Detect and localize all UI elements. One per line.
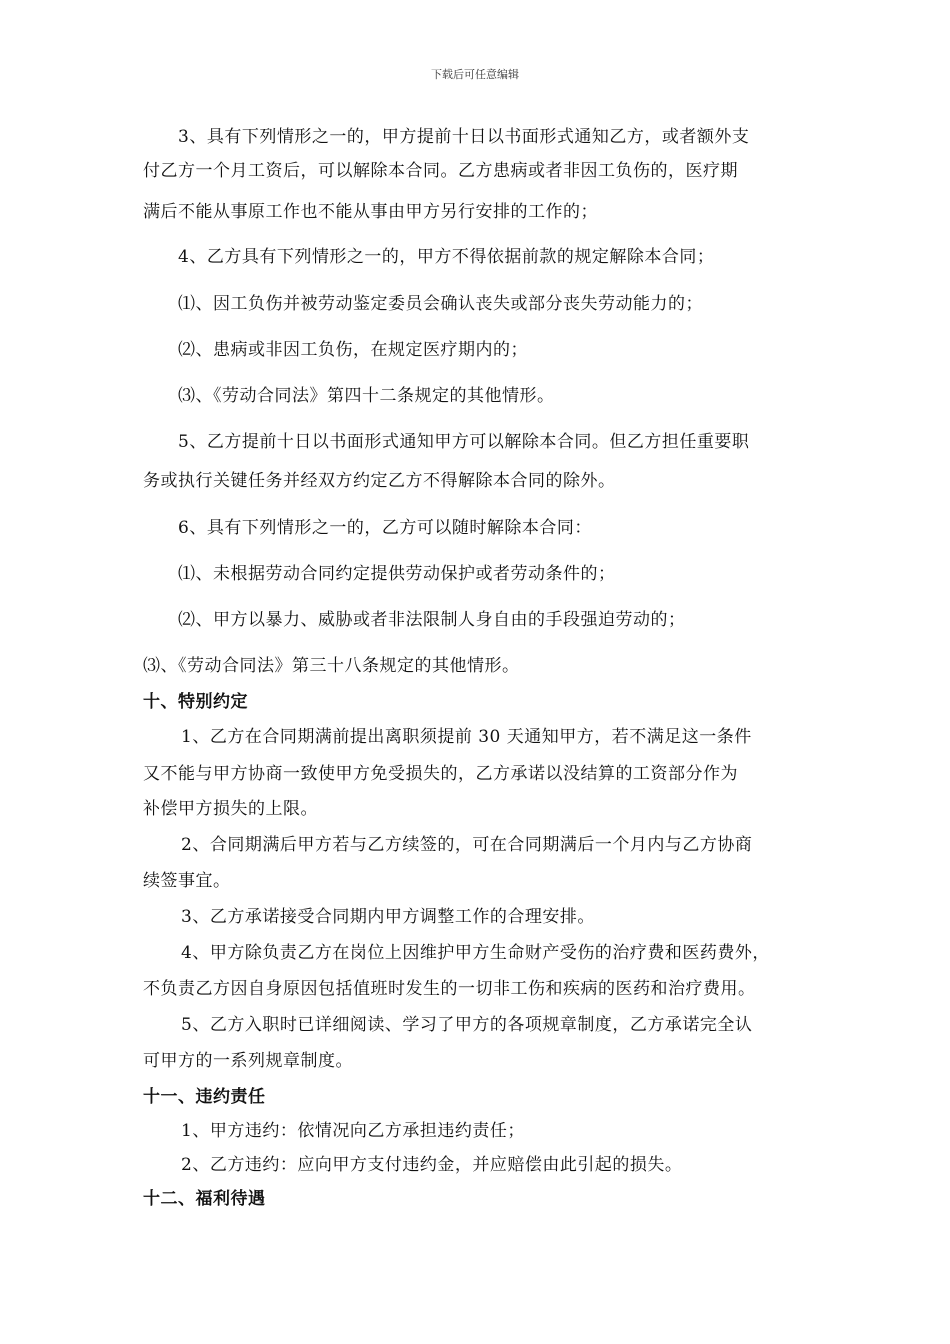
paragraph-line: 4、甲方除负责乙方在岗位上因维护甲方生命财产受伤的治疗费和医药费外， [181, 943, 770, 963]
section-heading: 十二、福利待遇 [143, 1189, 266, 1209]
paragraph-line: 3、具有下列情形之一的，甲方提前十日以书面形式通知乙方，或者额外支 [178, 127, 750, 147]
paragraph-line: 1、甲方违约：依情况向乙方承担违约责任； [181, 1121, 525, 1141]
paragraph-line: 补偿甲方损失的上限。 [143, 799, 318, 819]
paragraph-line: 可甲方的一系列规章制度。 [143, 1051, 353, 1071]
paragraph-line: 续签事宜。 [143, 871, 231, 891]
paragraph-line: 5、乙方提前十日以书面形式通知甲方可以解除本合同。但乙方担任重要职 [178, 432, 750, 452]
paragraph-line: 3、乙方承诺接受合同期内甲方调整工作的合理安排。 [181, 907, 595, 927]
paragraph-line: 1、乙方在合同期满前提出离职须提前 30 天通知甲方，若不满足这一条件 [181, 727, 752, 747]
paragraph-line: ⑵、甲方以暴力、威胁或者非法限制人身自由的手段强迫劳动的； [178, 610, 686, 630]
paragraph-line: 满后不能从事原工作也不能从事由甲方另行安排的工作的； [143, 202, 598, 222]
paragraph-line: 6、具有下列情形之一的，乙方可以随时解除本合同： [178, 518, 592, 538]
paragraph-line: 又不能与甲方协商一致使甲方免受损失的，乙方承诺以没结算的工资部分作为 [143, 764, 738, 784]
paragraph-line: 2、合同期满后甲方若与乙方续签的，可在合同期满后一个月内与乙方协商 [181, 835, 753, 855]
paragraph-line: 4、乙方具有下列情形之一的，甲方不得依据前款的规定解除本合同； [178, 247, 715, 267]
paragraph-line: ⑵、患病或非因工负伤，在规定医疗期内的； [178, 340, 528, 360]
page-header: 下载后可任意编辑 [431, 68, 519, 81]
paragraph-line: ⑶、《劳动合同法》第三十八条规定的其他情形。 [143, 656, 520, 676]
paragraph-line: ⑶、《劳动合同法》第四十二条规定的其他情形。 [178, 386, 555, 406]
paragraph-line: 不负责乙方因自身原因包括值班时发生的一切非工伤和疾病的医药和治疗费用。 [143, 979, 756, 999]
paragraph-line: 2、乙方违约：应向甲方支付违约金，并应赔偿由此引起的损失。 [181, 1155, 683, 1175]
paragraph-line: ⑴、因工负伤并被劳动鉴定委员会确认丧失或部分丧失劳动能力的； [178, 294, 703, 314]
paragraph-line: 付乙方一个月工资后，可以解除本合同。乙方患病或者非因工负伤的，医疗期 [143, 161, 738, 181]
paragraph-line: ⑴、未根据劳动合同约定提供劳动保护或者劳动条件的； [178, 564, 616, 584]
section-heading: 十、特别约定 [143, 692, 248, 712]
paragraph-line: 务或执行关键任务并经双方约定乙方不得解除本合同的除外。 [143, 471, 616, 491]
paragraph-line: 5、乙方入职时已详细阅读、学习了甲方的各项规章制度，乙方承诺完全认 [181, 1015, 753, 1035]
section-heading: 十一、违约责任 [143, 1087, 266, 1107]
